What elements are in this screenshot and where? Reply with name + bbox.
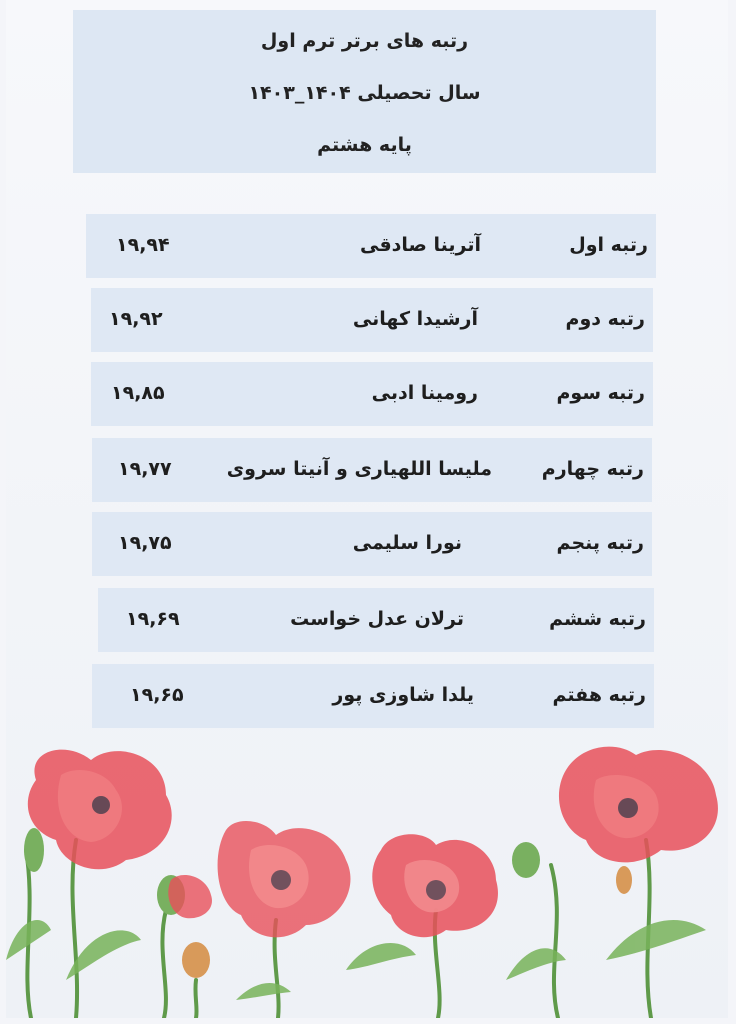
student-name: یلدا شاوزی پور bbox=[332, 684, 474, 706]
rank-label: رتبه پنجم bbox=[556, 532, 644, 554]
rank-label: رتبه سوم bbox=[556, 382, 645, 404]
student-score: ۱۹,۹۴ bbox=[116, 234, 170, 256]
table-row bbox=[98, 588, 654, 652]
header-box bbox=[73, 10, 656, 173]
student-name: ملیسا اللهیاری و آنیتا سروی bbox=[226, 458, 492, 480]
table-row bbox=[92, 512, 652, 576]
student-score: ۱۹,۷۵ bbox=[118, 532, 172, 554]
grade-level: پایه هشتم bbox=[317, 134, 412, 156]
student-name: آترینا صادقی bbox=[359, 234, 481, 256]
student-score: ۱۹,۶۵ bbox=[130, 684, 184, 706]
student-score: ۱۹,۷۷ bbox=[118, 458, 172, 480]
ranking-sheet bbox=[6, 0, 728, 1018]
student-score: ۱۹,۹۲ bbox=[109, 308, 163, 330]
table-row bbox=[92, 438, 652, 502]
student-name: نورا سلیمی bbox=[352, 532, 462, 554]
page-title: رتبه های برتر ترم اول bbox=[260, 30, 469, 52]
table-row bbox=[86, 214, 656, 278]
rank-label: رتبه اول bbox=[569, 234, 648, 256]
student-score: ۱۹,۸۵ bbox=[111, 382, 165, 404]
rank-label: رتبه دوم bbox=[565, 308, 645, 330]
rank-label: رتبه هفتم bbox=[552, 684, 646, 706]
table-row bbox=[91, 362, 653, 426]
poppy-flowers-illustration bbox=[6, 730, 728, 1018]
academic-year: سال تحصیلی ۱۴۰۴_۱۴۰۳ bbox=[248, 82, 481, 104]
table-row bbox=[91, 288, 653, 352]
student-name: رومینا ادبی bbox=[371, 382, 478, 404]
table-row bbox=[92, 664, 654, 728]
student-name: ترلان عدل خواست bbox=[290, 608, 464, 630]
rank-label: رتبه چهارم bbox=[541, 458, 644, 480]
rank-label: رتبه ششم bbox=[549, 608, 646, 630]
student-score: ۱۹,۶۹ bbox=[126, 608, 180, 630]
student-name: آرشیدا کهانی bbox=[352, 308, 478, 330]
